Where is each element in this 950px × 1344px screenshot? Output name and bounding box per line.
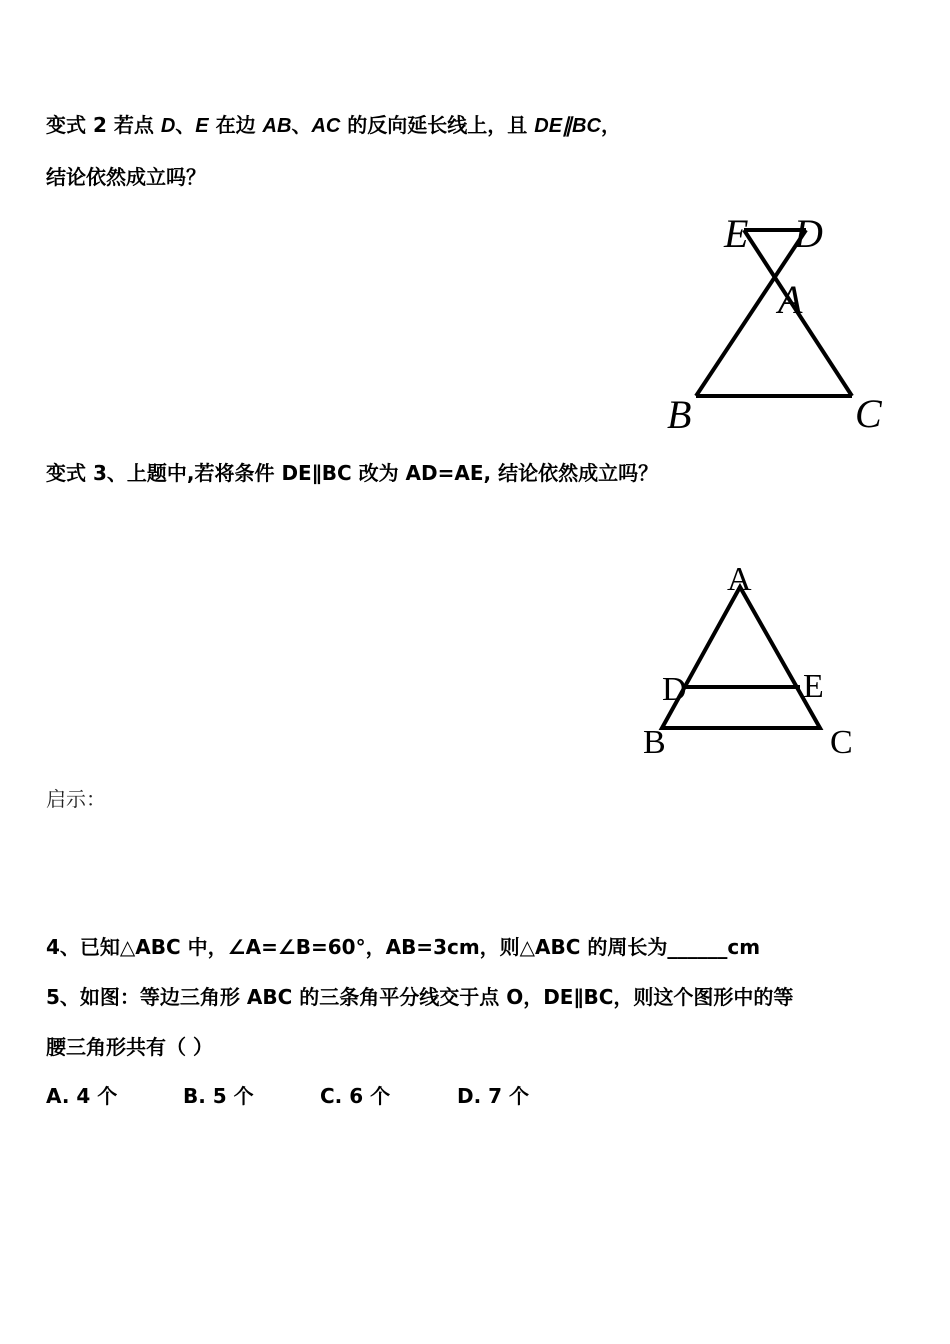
fig1-label-e: E: [724, 211, 749, 256]
fig1-label-b: B: [667, 392, 692, 437]
answer-options: [46, 1083, 529, 1109]
variant3-question: 变式 3、上题中,若将条件 DE∥BC 改为 AD=AE, 结论依然成立吗？: [46, 461, 659, 485]
question-4: 4、已知△ABC 中，∠A=∠B=60°，AB=3cm，则△ABC 的周长为______cm: [46, 935, 761, 959]
segment-ab-label: AB: [262, 115, 292, 137]
question-5-line2: 腰三角形共有（ ）: [46, 1035, 213, 1059]
fig1-label-a: A: [778, 277, 803, 322]
variant2-text-b: 在边: [208, 113, 263, 137]
option-d: D. 7 个: [457, 1084, 530, 1108]
fig2-label-e: E: [803, 668, 824, 705]
point-e-label: E: [195, 115, 209, 137]
fig1-label-c: C: [855, 391, 882, 436]
parallel-condition: DE∥BC: [534, 115, 601, 137]
fig2-label-c: C: [830, 724, 853, 761]
fig2-label-d: D: [662, 671, 687, 708]
variant2-line2: 结论依然成立吗？: [46, 165, 206, 189]
fig2-label-b: B: [643, 724, 666, 761]
fig1-label-d: D: [794, 211, 823, 256]
option-a: A. 4 个: [46, 1084, 118, 1108]
variant2-text-d: ，: [600, 113, 621, 137]
separator: 、: [291, 113, 312, 137]
separator: 、: [175, 113, 196, 137]
question-5-line1: 5、如图：等边三角形 ABC 的三条角平分线交于点 O，DE∥BC，则这个图形中的等: [46, 985, 794, 1009]
option-b: B. 5 个: [183, 1084, 254, 1108]
variant2-text-a: 变式 2 若点: [46, 113, 161, 137]
option-c: C. 6 个: [320, 1084, 391, 1108]
hint-label: 启示：: [46, 787, 106, 811]
point-d-label: D: [160, 115, 176, 137]
segment-ac-label: AC: [311, 115, 341, 137]
fig2-label-a: A: [727, 561, 752, 598]
variant2-text-c: 的反向延长线上，且: [340, 113, 535, 137]
figure1-diagram: [696, 230, 852, 396]
